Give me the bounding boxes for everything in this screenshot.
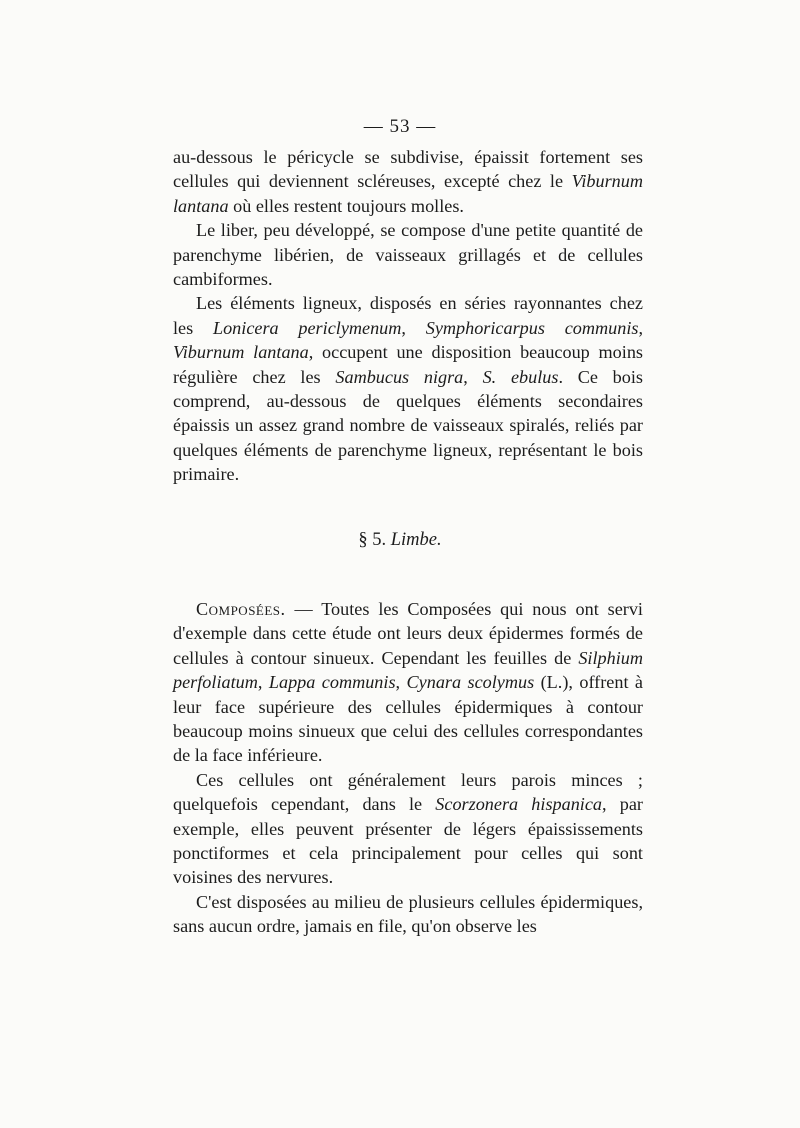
species-name: Symphoricarpus communis xyxy=(425,317,639,338)
paragraph-continued xyxy=(173,145,643,218)
species-name: Sambucus nigra xyxy=(335,366,464,387)
species-name: S. ebulus xyxy=(482,366,559,387)
text-run: où elles restent toujours molles. xyxy=(228,195,464,216)
text-run: , xyxy=(401,317,426,338)
species-name: Cynara scolymus xyxy=(406,672,535,693)
section-heading xyxy=(0,530,800,551)
text-run: . Ce bois comprend, au-dessous de quelques éléments secondaires épaissis un assez grand nombre de vaisseaux spiralés, reliés par quelques éléments de parenchyme ligneux, représentant le bois primaire. xyxy=(173,366,644,485)
text-run: , xyxy=(638,317,643,338)
text-block-upper xyxy=(173,145,643,487)
paragraph-disposees: C'est disposées au milieu de plusieurs cellules épidermiques, sans aucun ordre, jamais en file, qu'on observe les xyxy=(173,891,643,937)
text-run: , occupent une disposition beaucoup moins régulière chez les xyxy=(173,342,643,387)
paragraph-composees xyxy=(173,597,643,768)
section-number: § 5. xyxy=(358,530,391,550)
text-run: Ces cellules ont généralement leurs parois minces ; quelquefois cependant, dans le xyxy=(173,769,643,815)
text-run: (L.), offrent à leur face supérieure des cellules épidermiques à contour beaucoup moins sinueux que celui des cellules correspondantes de la face inférieure. xyxy=(173,672,644,766)
species-name: Lappa communis xyxy=(268,672,396,693)
species-name: Scorzonera hispanica xyxy=(435,794,603,815)
species-name: Viburnum lantana xyxy=(173,171,643,216)
text-run: Les éléments ligneux, disposés en séries rayonnantes chez les xyxy=(173,293,643,338)
paragraph-liber: Le liber, peu développé, se compose d'une petite quantité de parenchyme libérien, de vaisseaux grillagés et de cellules cambiformes. xyxy=(173,220,643,290)
text-run: — Toutes les Composées qui nous ont servi d'exemple dans cette étude ont leurs deux épidermes formés de cellules à contour sinueux. Cependant les feuilles de xyxy=(173,599,643,668)
text-run: , xyxy=(395,672,407,693)
species-name: Lonicera periclymenum xyxy=(212,317,402,338)
text-run: au-dessous le péricycle se subdivise, épaissit fortement ses cellules qui deviennent scléreuses, excepté chez le xyxy=(173,147,643,192)
text-block-lower xyxy=(173,597,643,939)
paragraph-parois xyxy=(173,768,643,890)
paragraph-elements-ligneux xyxy=(173,291,643,486)
text-run: , xyxy=(257,672,269,693)
species-name: Viburnum lantana xyxy=(173,342,309,363)
section-title: Limbe. xyxy=(390,530,442,550)
run-in-heading: Composées. xyxy=(196,599,286,619)
text-run: , xyxy=(463,366,483,387)
page-number: — 53 — xyxy=(363,116,437,137)
text-run: , par exemple, elles peuvent présenter de légers épaississements ponctiformes et cela principalement pour celles qui sont voisines des nervures. xyxy=(173,794,643,888)
species-name: Silphium perfoliatum xyxy=(173,647,643,693)
